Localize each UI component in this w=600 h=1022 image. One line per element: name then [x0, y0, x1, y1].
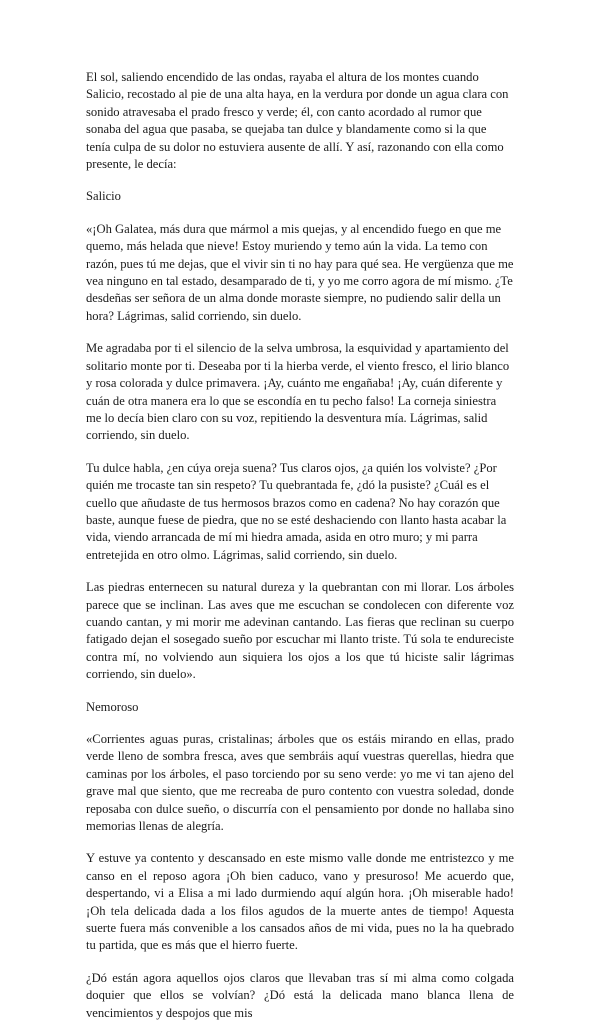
- text-line: amada, asida en otro muro; y mi parra entretejida en otro olmo. Lágrimas, salid corriendo, sin: [86, 530, 478, 562]
- text-line: Y estuve ya contento y descansado en este mismo valle donde me entristezco y me canso en el: [86, 851, 514, 883]
- text-line: se inclinan. Las aves que me escuchan se condolecen con diferente voz cuando cantan, y mi: [86, 597, 514, 629]
- text-line: dejas, que el vivir sin ti no hay para qué sea. He vergüenza que me vea ninguno en tal estado,: [86, 256, 514, 289]
- text-line: de sombra fresca, aves que sembráis aquí vuestras querellas, hiedra que caminas por los: [86, 749, 515, 781]
- speaker-heading: Nemoroso: [86, 699, 139, 714]
- text-line: Me agradaba por ti el silencio de la selva umbrosa, la esquividad y apartamiento del solitario: [86, 341, 509, 373]
- text-line: duelo.: [366, 547, 398, 562]
- text-line: donde moraste siempre, no pudiendo salir della un hora? Lágrimas, salid corriendo, sin duelo.: [86, 291, 501, 323]
- paragraph: [86, 221, 514, 325]
- text-line: «¡Oh Galatea, más dura que mármol a mis quejas, y al encendido fuego en que me quemo,: [86, 221, 502, 254]
- text-line: recostado al pie de una alta haya, en la verdura por donde un agua clara con sonido: [86, 87, 509, 119]
- text-line: Las piedras enternecen su natural dureza y la quebrantan con mi llorar. Los árboles parece que: [86, 580, 514, 612]
- text-line: «Corrientes aguas puras, cristalinas; árboles que os estáis mirando en ellas, prado verde lleno: [86, 732, 514, 764]
- text-line: sueño por escuchar mi llanto triste. Tú sola te endureciste contra mí, no volviendo aun siquiera: [86, 632, 514, 664]
- text-line: me recreaba de puro contento con vuestra soledad, donde reposaba con dulce sueño, o discurría: [86, 784, 514, 816]
- paragraph: [86, 970, 514, 1022]
- paragraph: [86, 460, 514, 564]
- text-line: lado durmiendo aquí algún hora. ¡Oh miserable hado! ¡Oh tela delicada dada a los filos agudos: [86, 886, 515, 918]
- text-line: árboles, el paso torciendo por su seno verde: yo me vi tan ajeno del grave mal que siento, que: [86, 766, 514, 799]
- document-body: [86, 69, 514, 1022]
- text-line: reposo agora ¡Oh bien caduco, vano y presuroso! Me acuerdo que, despertando, vi a Elisa a mi: [86, 868, 515, 901]
- text-line: los ojos a los que tú hiciste salir lágrimas corriendo, sin duelo».: [86, 649, 514, 682]
- text-line: vida, pues no la ha quebrado tu partida, que es más que el hierro fuerte.: [86, 921, 515, 953]
- text-line: Tu dulce habla, ¿en cúya oreja suena? Tus claros ojos, ¿a quién los volviste? ¿Por quién me: [86, 460, 497, 493]
- text-line: monte por ti. Deseaba por ti la hierba verde, el viento fresco, el lirio blanco y rosa colorada y: [86, 358, 510, 391]
- text-line: repitiendo la desventura mía. Lágrimas, salid corriendo, sin duelo.: [86, 410, 488, 443]
- text-line: dulce primavera. ¡Ay, cuánto me engañaba! ¡Ay, cuán diferente y cuán de otra manera era lo: [86, 376, 503, 408]
- paragraph: [86, 731, 514, 835]
- text-line: tus hermosos brazos como en cadena? No hay corazón que baste, aunque fuese de piedra, que: [86, 495, 500, 527]
- text-line: no se esté deshaciendo con llanto hasta acabar la vida, viendo arrancada de mí mi hiedra: [86, 512, 507, 545]
- paragraph: [86, 850, 514, 954]
- paragraph: [86, 69, 514, 173]
- text-line: de la muerte antes de tiempo! Aquesta suerte fuera más convenible a los cansados años de mi: [86, 903, 514, 936]
- text-line: desamparado de ti, y yo me corro agora de mí mismo. ¿Te desdeñas ser señora de un alma: [86, 274, 513, 306]
- text-line: pasaba, se quejaba tan dulce y blandamente como si la que tenía culpa de su dolor no: [86, 122, 487, 154]
- text-line: ellos se volvían? ¿Dó está la delicada mano blanca llena de vencimientos y despojos que mis: [86, 988, 514, 1020]
- text-line: trocaste tan sin respeto? Tu quebrantada fe, ¿dó la pusiste? ¿Cuál es el cuello que añudaste de: [86, 478, 490, 510]
- text-line: con el pensamiento por donde no hallaba sino memorias llenas de alegría.: [86, 801, 514, 834]
- paragraph: [86, 579, 514, 683]
- text-line: más helada que nieve! Estoy muriendo y temo aún la vida. La temo con razón, pues tú me: [86, 239, 488, 271]
- speaker-heading: Salicio: [86, 189, 121, 204]
- text-line: que se escondía en tu pecho falso! La corneja siniestra me lo decía bien claro con su voz,: [86, 393, 497, 425]
- text-line: atravesaba el prado fresco y verde; él, con canto acordado al rumor que sonaba del agua que: [86, 104, 482, 137]
- text-line: El sol, saliendo encendido de las ondas, rayaba el altura de los montes cuando Salicio,: [86, 70, 479, 102]
- text-line: morir me adevinan cantando. Las fieras que reclinan su cuerpo fatigado dejan el sosegado: [86, 614, 514, 647]
- paragraph: [86, 340, 514, 444]
- text-line: estuviera ausente de allí. Y así, razonando con ella como presente, le decía:: [86, 139, 504, 172]
- text-line: ¿Dó están agora aquellos ojos claros que llevaban tras sí mi alma como colgada doquier que: [86, 970, 514, 1003]
